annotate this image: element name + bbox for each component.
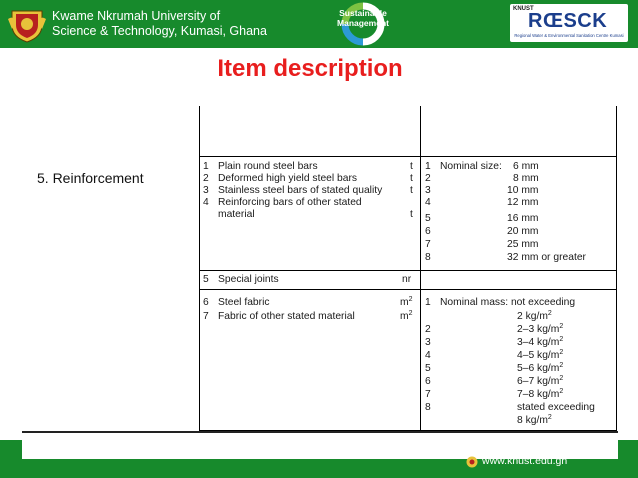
item-number: 3 xyxy=(203,185,209,196)
table-column-divider xyxy=(420,106,421,432)
section-label: 5. Reinforcement xyxy=(37,170,144,186)
mass-sup: 2 xyxy=(547,414,552,421)
mass-sup: 2 xyxy=(559,349,564,356)
roesck-wordmark: RŒSCK xyxy=(528,10,608,32)
mass-number: 1 xyxy=(425,297,431,308)
mass-base: 4–5 kg/m xyxy=(517,350,560,361)
size-number: 1 xyxy=(425,161,431,172)
mass-number: 2 xyxy=(425,324,431,335)
mass-value xyxy=(517,324,563,336)
mass-base: 5–6 kg/m xyxy=(517,363,560,374)
item-unit: t xyxy=(410,209,413,220)
mass-base: 6–7 kg/m xyxy=(517,376,560,387)
item-text: Steel fabric xyxy=(218,297,270,308)
mass-number: 7 xyxy=(425,389,431,400)
logo-line-1: Sustainable xyxy=(339,8,387,18)
unit-sup: 2 xyxy=(408,296,413,303)
knust-label: KNUST xyxy=(513,6,534,12)
university-name xyxy=(52,9,267,39)
item-text: Deformed high yield steel bars xyxy=(218,173,358,184)
size-number: 2 xyxy=(425,173,431,184)
mass-sup: 2 xyxy=(559,388,564,395)
mass-base: 7–8 kg/m xyxy=(517,389,560,400)
item-unit: t xyxy=(410,161,413,172)
unit-base: m xyxy=(400,297,409,308)
item-unit: nr xyxy=(402,274,412,285)
item-number: 7 xyxy=(203,311,209,322)
table-row-divider xyxy=(199,289,617,290)
bottom-rule xyxy=(22,431,618,433)
mass-value xyxy=(517,311,552,323)
size-value: 12 mm xyxy=(507,197,539,208)
mass-base: 2 kg/m xyxy=(517,311,548,322)
size-value: 6 mm xyxy=(513,161,539,172)
table-row-divider xyxy=(199,156,617,157)
item-text: Special joints xyxy=(218,274,279,285)
item-number: 4 xyxy=(203,197,209,208)
size-value: 20 mm xyxy=(507,226,539,237)
item-number: 5 xyxy=(203,274,209,285)
item-text: Stainless steel bars of stated quality xyxy=(218,185,383,196)
unit-sup: 2 xyxy=(408,310,413,317)
mass-sup: 2 xyxy=(559,362,564,369)
mass-sup: 2 xyxy=(559,336,564,343)
item-text: Plain round steel bars xyxy=(218,161,318,172)
university-line-1: Kwame Nkrumah University of xyxy=(52,9,221,23)
mass-number: 3 xyxy=(425,337,431,348)
item-number: 6 xyxy=(203,297,209,308)
size-label: Nominal size: xyxy=(440,161,502,172)
mass-sup: 2 xyxy=(559,375,564,382)
size-number: 7 xyxy=(425,239,431,250)
size-value: 32 mm or greater xyxy=(507,252,586,263)
mass-sup: 2 xyxy=(559,323,564,330)
mass-sup: 2 xyxy=(547,310,552,317)
roesck-subtitle: Regional Water & Environmental Sanitation Centre Kumasi xyxy=(514,33,624,38)
size-number: 4 xyxy=(425,197,431,208)
mass-base: 8 kg/m xyxy=(517,415,548,426)
sustainable-management-text xyxy=(330,8,396,28)
mass-value xyxy=(517,337,563,349)
item-unit: t xyxy=(410,173,413,184)
size-value: 16 mm xyxy=(507,213,539,224)
item-unit: t xyxy=(410,185,413,196)
size-number: 5 xyxy=(425,213,431,224)
crest-small-icon xyxy=(466,456,478,468)
item-number: 2 xyxy=(203,173,209,184)
roesck-logo xyxy=(510,4,628,42)
mass-base: 2–3 kg/m xyxy=(517,324,560,335)
mass-base: 3–4 kg/m xyxy=(517,337,560,348)
size-number: 8 xyxy=(425,252,431,263)
mass-value: stated exceeding xyxy=(517,402,595,413)
item-text: Reinforcing bars of other stated xyxy=(218,197,362,208)
size-number: 6 xyxy=(425,226,431,237)
size-value: 25 mm xyxy=(507,239,539,250)
page-title: Item description xyxy=(217,55,403,82)
item-text: material xyxy=(218,209,255,220)
mass-number: 6 xyxy=(425,376,431,387)
size-value: 8 mm xyxy=(513,173,539,184)
item-unit xyxy=(400,297,412,309)
table-row-divider xyxy=(199,270,617,271)
mass-number: 5 xyxy=(425,363,431,374)
mass-value xyxy=(517,415,552,427)
mass-number: 8 xyxy=(425,402,431,413)
mass-number: 4 xyxy=(425,350,431,361)
unit-base: m xyxy=(400,311,409,322)
mass-value xyxy=(517,376,563,388)
logo-line-2: Management xyxy=(337,18,389,28)
item-text: Fabric of other stated material xyxy=(218,311,355,322)
item-number: 1 xyxy=(203,161,209,172)
size-value: 10 mm xyxy=(507,185,539,196)
university-crest-icon xyxy=(8,5,46,43)
item-unit xyxy=(400,311,412,323)
mass-value xyxy=(517,350,563,362)
mass-header: Nominal mass: not exceeding xyxy=(440,297,576,308)
university-line-2: Science & Technology, Kumasi, Ghana xyxy=(52,24,267,38)
header-bar xyxy=(0,0,638,48)
mass-value xyxy=(517,363,563,375)
website-link[interactable]: www.knust.edu.gh xyxy=(482,455,568,467)
size-number: 3 xyxy=(425,185,431,196)
mass-value xyxy=(517,389,563,401)
